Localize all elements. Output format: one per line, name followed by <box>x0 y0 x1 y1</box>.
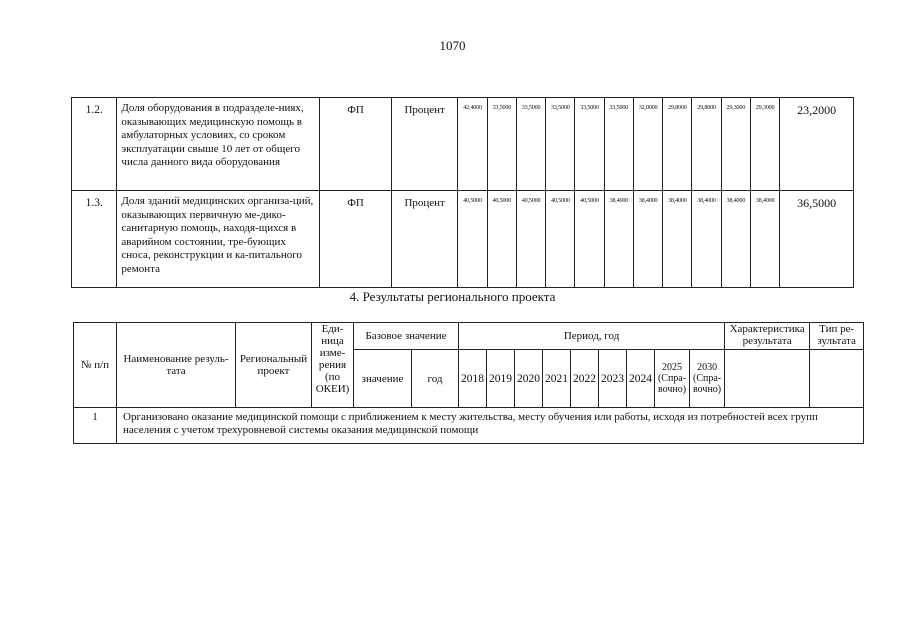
value-cell: 33,5000 <box>604 98 633 191</box>
header-name: Наименование резуль-тата <box>117 323 236 408</box>
page-number: 1070 <box>439 38 466 53</box>
value-cell: 40,5000 <box>487 191 516 288</box>
header-year-2025: 2025 (Спра-вочно) <box>655 350 690 408</box>
header-num: № п/п <box>74 323 117 408</box>
table-row <box>74 408 864 444</box>
value-cell: 33,5000 <box>575 98 604 191</box>
indicator-name: Доля зданий медицинских организа-ций, оказывающих первичную ме-дико-санитарную помощь, находя-щихся в аварийном состоянии, тре-бующих сноса, реконструкции и ка-питального ремонта <box>117 191 320 288</box>
header-base-value-value: значение <box>354 350 412 408</box>
row-number: 1.2. <box>72 98 117 191</box>
indicator-name: Доля оборудования в подразделе-ниях, оказывающих медицинскую помощь в амбулаторных условиях, со сроком эксплуатации свыше 10 лет от общего числа данного вида оборудования <box>117 98 320 191</box>
header-year: 2022 <box>571 350 599 408</box>
base-value-cell: 36,5000 <box>780 191 854 288</box>
value-cell: 38,4000 <box>721 191 750 288</box>
section-title: 4. Результаты регионального проекта <box>349 289 556 304</box>
value-cell: 32,0000 <box>633 98 662 191</box>
result-text: Организовано оказание медицинской помощи с приближением к месту жительства, месту обучения или работы, исходя из потребностей всех групп населения с учетом трехуровневой системы оказания медицинской помощи <box>117 408 864 444</box>
header-base-value: Базовое значение <box>354 323 459 350</box>
value-cell: 38,4000 <box>663 191 692 288</box>
header-year: 2021 <box>543 350 571 408</box>
value-cell: 40,5000 <box>546 191 575 288</box>
header-result-type: Тип ре-зультата <box>810 323 864 350</box>
value-cell: 38,4000 <box>604 191 633 288</box>
header-row <box>74 323 864 350</box>
header-year: 2018 <box>459 350 487 408</box>
header-characteristic-empty <box>725 350 810 408</box>
header-base-value-year: год <box>412 350 459 408</box>
row-number: 1 <box>74 408 117 444</box>
unit-cell: Процент <box>391 191 458 288</box>
value-cell: 40,5000 <box>575 191 604 288</box>
row-number: 1.3. <box>72 191 117 288</box>
value-cell: 38,4000 <box>633 191 662 288</box>
header-regional-project: Региональный проект <box>236 323 312 408</box>
value-cell: 40,5000 <box>458 191 487 288</box>
header-characteristic: Характеристика результата <box>725 323 810 350</box>
indicators-table <box>71 97 854 288</box>
value-cell: 33,5000 <box>516 98 545 191</box>
value-cell: 38,4000 <box>750 191 779 288</box>
unit-cell: Процент <box>391 98 458 191</box>
project-type: ФП <box>320 191 392 288</box>
header-type-empty <box>810 350 864 408</box>
base-value-cell: 23,2000 <box>780 98 854 191</box>
value-cell: 29,8000 <box>663 98 692 191</box>
value-cell: 29,8000 <box>692 98 721 191</box>
header-year: 2023 <box>599 350 627 408</box>
table-row <box>72 191 854 288</box>
value-cell: 33,5000 <box>546 98 575 191</box>
value-cell: 42,4000 <box>458 98 487 191</box>
value-cell: 29,3000 <box>750 98 779 191</box>
value-cell: 40,5000 <box>516 191 545 288</box>
header-year: 2024 <box>627 350 655 408</box>
value-cell: 29,3000 <box>721 98 750 191</box>
table-row <box>72 98 854 191</box>
header-year: 2020 <box>515 350 543 408</box>
project-type: ФП <box>320 98 392 191</box>
header-year-2030: 2030 (Спра-вочно) <box>690 350 725 408</box>
value-cell: 33,5000 <box>487 98 516 191</box>
header-year: 2019 <box>487 350 515 408</box>
results-table <box>73 322 864 444</box>
header-unit: Еди-ница изме-рения (по ОКЕИ) <box>312 323 354 408</box>
header-period: Период, год <box>459 323 725 350</box>
value-cell: 38,4000 <box>692 191 721 288</box>
